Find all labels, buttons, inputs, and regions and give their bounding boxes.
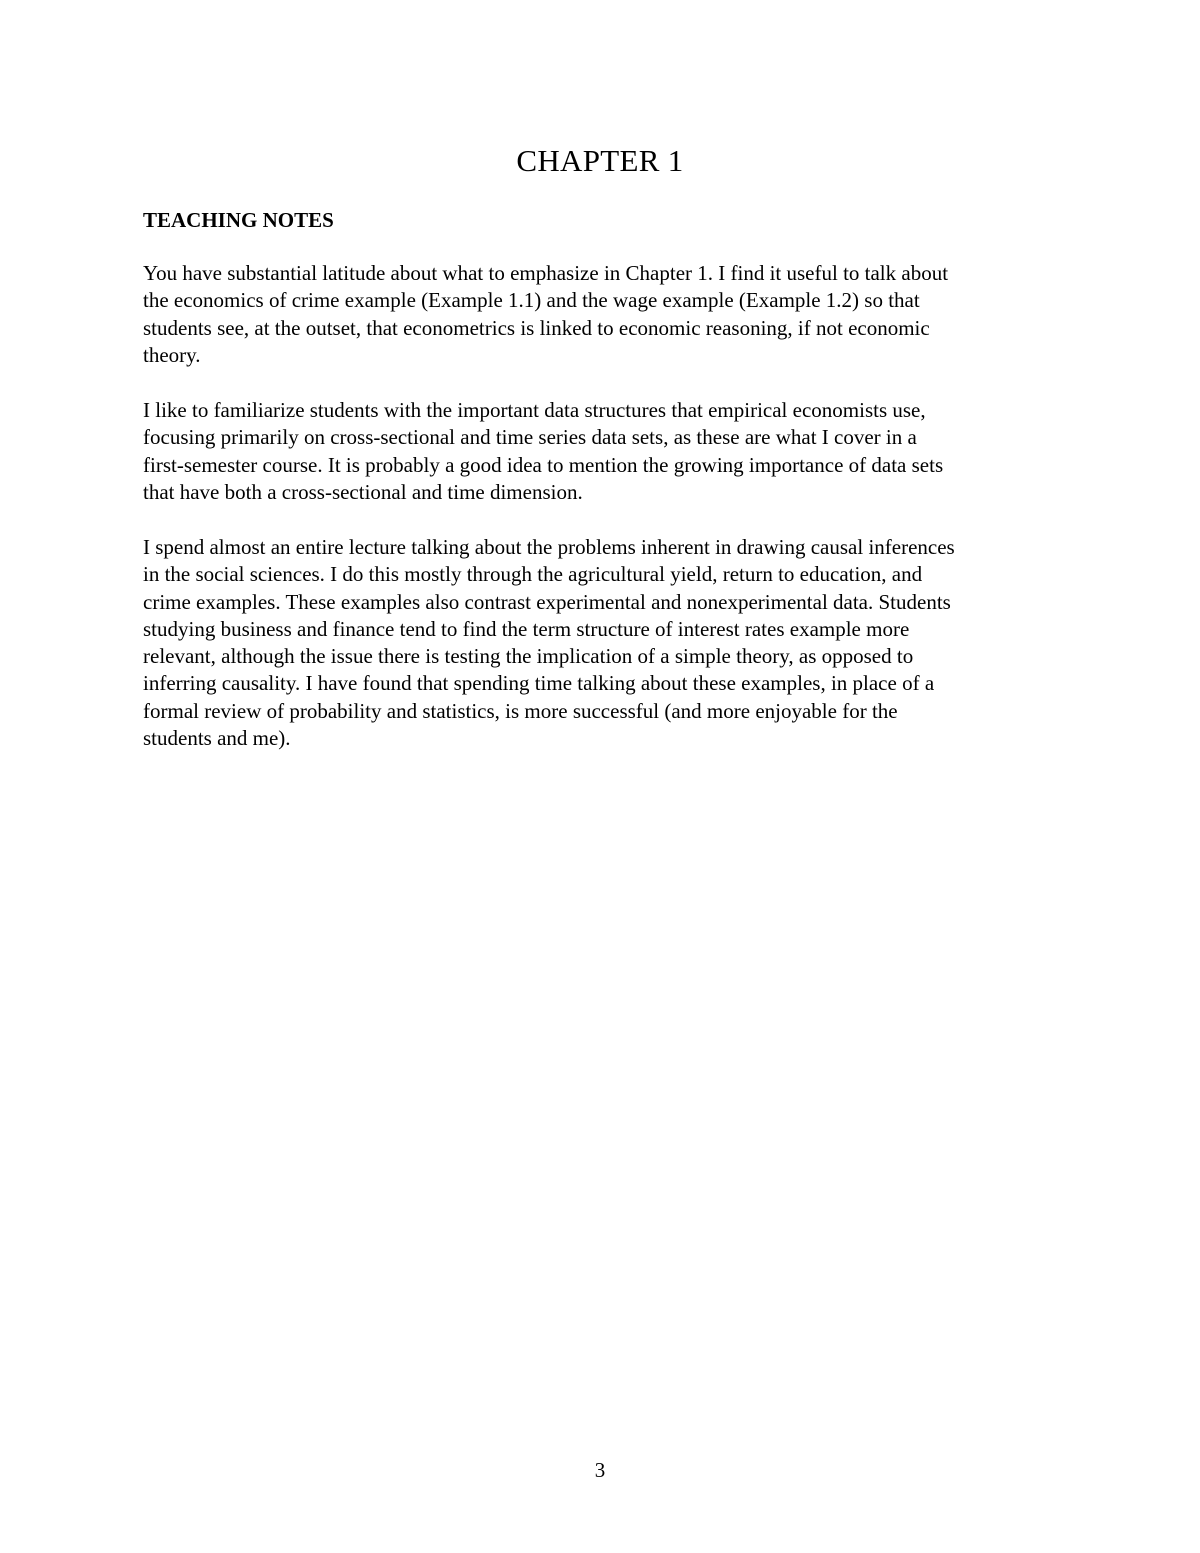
paragraph: You have substantial latitude about what to emphasize in Chapter 1. I find it useful to talk about the economics of crime example (Example 1.1) and the wage example (Example 1.2) so that students see, at the outset, that econometrics is linked to economic reasoning, if not economic theory. [143,261,949,367]
page-number: 3 [594,1458,606,1482]
chapter-title: CHAPTER 1 [516,143,684,178]
section-heading: TEACHING NOTES [143,208,334,232]
paragraph: I spend almost an entire lecture talking about the problems inherent in drawing causal inferences in the social sciences. I do this mostly through the agricultural yield, return to education, and crime examples. These examples also contrast experimental and nonexperimental data. Students studying business and finance tend to find the term structure of interest rates example more relevant, although the issue there is testing the implication of a simple theory, as opposed to inferring causality. I have found that spending time talking about these examples, in place of a formal review of probability and statistics, is more successful (and more enjoyable for the students and me). [143,535,955,751]
paragraph: I like to familiarize students with the important data structures that empirical economists use, focusing primarily on cross-sectional and time series data sets, as these are what I cover in a first-semester course. It is probably a good idea to mention the growing importance of data sets that have both a cross-sectional and time dimension. [143,398,944,504]
